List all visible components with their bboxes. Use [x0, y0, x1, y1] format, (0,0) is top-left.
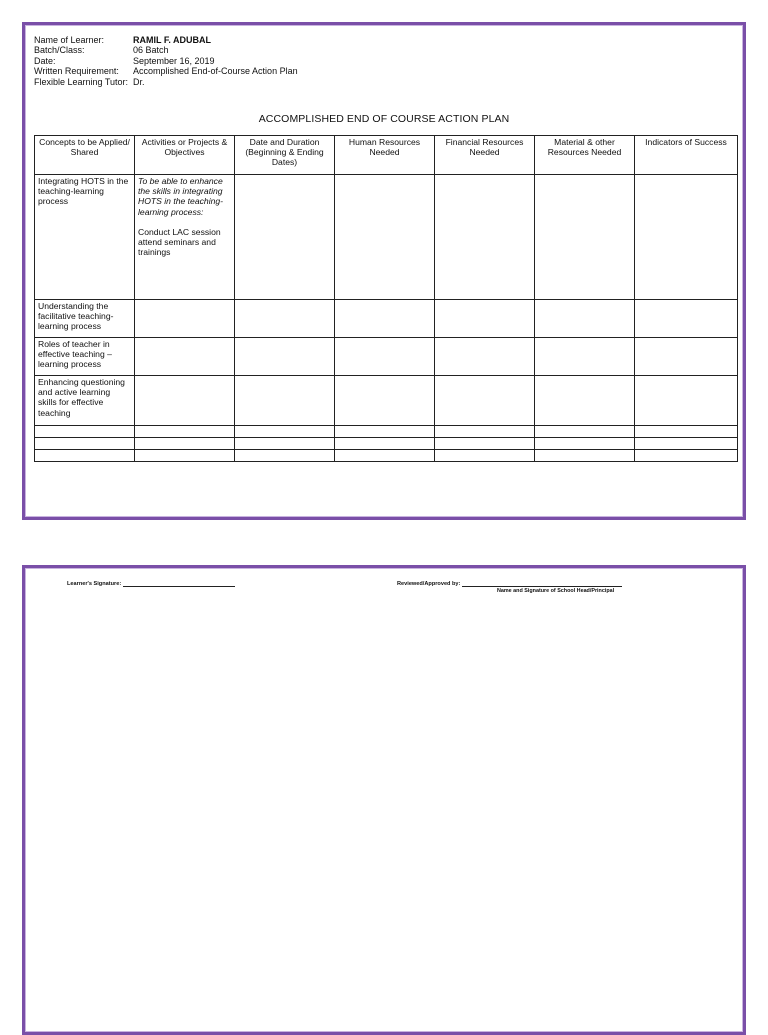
activity-cell	[135, 175, 235, 300]
date-value: September 16, 2019	[133, 55, 215, 66]
reviewer-signature-line	[462, 580, 622, 587]
concept-cell: Roles of teacher in effective teaching – learning process	[35, 338, 135, 376]
concept-cell: Integrating HOTS in the teaching-learning process	[35, 175, 135, 300]
table-row	[35, 426, 738, 438]
page-title: ACCOMPLISHED END OF COURSE ACTION PLAN	[258, 113, 510, 125]
action-plan-table	[34, 135, 738, 462]
table-row	[35, 450, 738, 462]
date-row: Date: September 16, 2019	[34, 55, 215, 66]
learner-signature: Learner's Signature:	[67, 580, 235, 587]
learner-name-row: Name of Learner: RAMIL F. ADUBAL	[34, 35, 211, 45]
table-header: Activities or Projects & Objectives	[135, 136, 235, 175]
concept-cell: Enhancing questioning and active learning skills for effective teaching	[35, 376, 135, 426]
table-row	[35, 338, 738, 376]
batch-value: 06 Batch	[133, 45, 169, 56]
table-header: Concepts to be Applied/ Shared	[35, 136, 135, 175]
table-row	[35, 300, 738, 338]
learner-name: RAMIL F. ADUBAL	[133, 35, 211, 45]
table-header: Indicators of Success	[635, 136, 738, 175]
batch-row: Batch/Class: 06 Batch	[34, 45, 169, 56]
concept-cell: Understanding the facilitative teaching-learning process	[35, 300, 135, 338]
table-row	[35, 438, 738, 450]
requirement-value: Accomplished End-of-Course Action Plan	[133, 66, 298, 77]
document-page-1	[22, 22, 746, 520]
tutor-row: Flexible Learning Tutor: Dr.	[34, 76, 145, 87]
reviewed-signature: Reviewed/Approved by:	[397, 580, 622, 587]
requirement-row: Written Requirement: Accomplished End-of-Course Action Plan	[34, 66, 298, 77]
table-row	[35, 376, 738, 426]
table-header: Financial Resources Needed	[435, 136, 535, 175]
learner-signature-line	[123, 580, 235, 587]
tutor-value: Dr.	[133, 76, 145, 87]
table-header: Human Resources Needed	[335, 136, 435, 175]
table-row	[35, 175, 738, 300]
objective-text: To be able to enhance the skills in integrating HOTS in the teaching-learning process:	[138, 176, 224, 217]
head-signature-caption: Name and Signature of School Head/Principal	[497, 588, 615, 594]
table-header: Material & other Resources Needed	[535, 136, 635, 175]
activity-text: Conduct LAC session attend seminars and trainings	[138, 226, 221, 258]
table-header-row	[35, 136, 738, 175]
table-header: Date and Duration (Beginning & Ending Dates)	[235, 136, 335, 175]
document-page-2	[22, 565, 746, 1035]
learner-info	[34, 35, 298, 87]
